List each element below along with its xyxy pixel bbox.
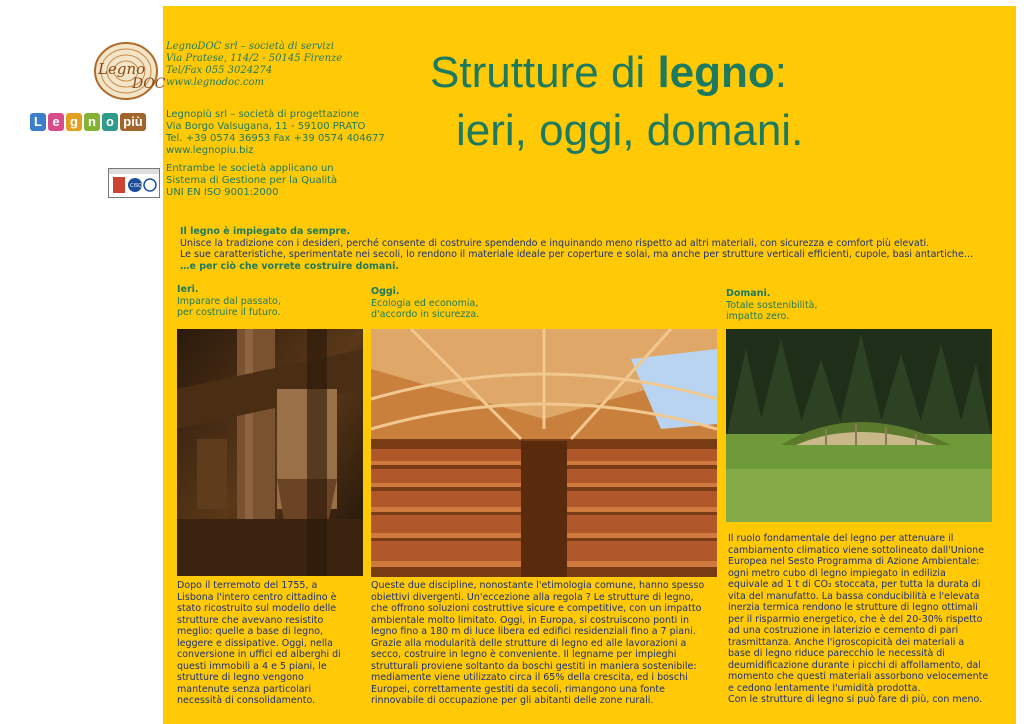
body-line: leggere e dissipative. Oggi, nella <box>177 637 333 649</box>
logo-letter: n <box>84 113 100 131</box>
column-heading-ieri <box>177 284 281 319</box>
quality-line: UNI EN ISO 9001:2000 <box>166 187 279 198</box>
body-line: necessità di consolidamento. <box>177 695 316 706</box>
body-line: che offrono soluzioni costruttive sicure e competitive, con un impatto <box>371 603 702 614</box>
quality-line: Sistema di Gestione per la Qualità <box>166 175 338 186</box>
column-body-oggi <box>371 580 721 707</box>
page-title <box>430 44 1010 160</box>
body-line: per il risparmio energetico, che è del 20-30% rispetto <box>728 613 983 625</box>
svg-text:Legno: Legno <box>98 60 146 78</box>
body-line: deumidificazione durante i picchi di affollamento, dal <box>728 659 981 671</box>
body-line: strutture che avevano resistito <box>177 614 324 626</box>
body-line: ogni metro cubo di legno impiegato in edilizia <box>728 567 946 579</box>
body-line: strutturali proviene soltanto da boschi gestiti in maniera sostenibile: <box>371 660 697 672</box>
body-line: meglio: quelle a base di legno, <box>177 626 324 637</box>
column-body-domani <box>728 533 1010 706</box>
cisq-certification-logo <box>108 168 160 198</box>
body-line: base di legno riduce parecchio le necessità di <box>728 648 945 659</box>
body-line: ambientale molto limitato. Oggi, in Europa, si costruiscono ponti in <box>371 614 690 626</box>
legnodoc-website[interactable]: www.legnodoc.com <box>166 77 264 88</box>
body-line: legno fino a 180 m di luce libera ed edifici residenziali fino a 7 piani. <box>371 626 696 637</box>
body-line: Dopo il terremoto del 1755, a <box>177 580 318 591</box>
legnodoc-line: Tel/Fax 055 3024274 <box>166 65 273 76</box>
legnopiu-line: Via Borgo Valsugana, 11 - 59100 PRATO <box>166 121 366 132</box>
body-line: secco, costruire in legno è conveniente. Il legname per impieghi <box>371 649 677 660</box>
title-part: Strutture di <box>430 48 658 97</box>
photo-green-roof-building <box>726 329 992 522</box>
body-line: Grazie alla modularità delle strutture di legno ed alle lavorazioni a <box>371 637 687 649</box>
column-heading-oggi <box>371 286 479 321</box>
column-subtitle: d'accordo in sicurezza. <box>371 309 480 320</box>
body-line: obiettivi divergenti. Un'eccezione alla regola ? Le strutture di legno, <box>371 591 694 603</box>
column-subtitle: Ecologia ed economia, <box>371 297 479 309</box>
title-line-2: ieri, oggi, domani. <box>456 106 804 155</box>
legnopiu-info <box>166 109 385 157</box>
body-line: Europei, correttamente gestiti da secoli, rimangono una fonte <box>371 683 665 695</box>
body-line: equivale ad 1 t di CO₂ stoccata, per tutta la durata di <box>728 579 981 590</box>
intro-line: Le sue caratteristiche, sperimentate nei secoli, lo rendono il materiale ideale per coperture e solai, ma anche per strutture verticali efficienti, cupole, basi antartiche… <box>180 249 974 260</box>
intro-text <box>180 226 1000 272</box>
body-line: Il ruolo fondamentale del legno per attenuare il <box>728 533 954 544</box>
column-subtitle: per costruire il futuro. <box>177 307 281 318</box>
body-line: Europea nel Sesto Programma di Azione Ambientale: <box>728 556 980 567</box>
title-line-1 <box>430 44 1010 102</box>
body-line: ad una costruzione in laterizio e cemento di pari <box>728 625 959 636</box>
column-title: Oggi. <box>371 286 400 297</box>
intro-closing: …e per ciò che vorrete costruire domani. <box>180 260 399 272</box>
body-line: mantenute senza particolari <box>177 683 312 695</box>
legnopiu-line: Tel. +39 0574 36953 Fax +39 0574 404677 <box>166 133 385 144</box>
quality-line: Entrambe le società applicano un <box>166 163 334 174</box>
logo-letter: g <box>66 113 82 131</box>
logo-letter: o <box>102 113 118 131</box>
quality-statement <box>166 163 337 199</box>
legnodoc-logo <box>92 40 166 102</box>
intro-heading: Il legno è impiegato da sempre. <box>180 226 351 237</box>
body-line: vita del manufatto. La bassa conducibilità e l'elevata <box>728 590 980 602</box>
logo-letter: e <box>48 113 64 131</box>
column-title: Ieri. <box>177 284 199 295</box>
svg-text:DOC: DOC <box>132 76 166 92</box>
logo-letter: L <box>30 113 46 131</box>
legnopiu-logo <box>30 113 158 139</box>
legnopiu-website[interactable]: www.legnopiu.biz <box>166 145 254 156</box>
column-body-ieri <box>177 580 367 707</box>
body-line: Queste due discipline, nonostante l'etimologia comune, hanno spesso <box>371 580 705 591</box>
body-line: momento che questi materiali assorbono velocemente <box>728 671 989 682</box>
legnopiu-line: Legnopiù srl – società di progettazione <box>166 109 360 120</box>
body-line: e cedono lentamente l'umidità prodotta. <box>728 682 921 694</box>
body-line: stato ricostruito sul modello delle <box>177 603 337 614</box>
legnodoc-info <box>166 41 342 89</box>
column-subtitle: impatto zero. <box>726 311 790 322</box>
column-heading-domani <box>726 288 818 323</box>
body-line: cambiamento climatico viene sottolineato dall'Unione <box>728 544 985 556</box>
body-line: Lisbona l'intero centro cittadino è <box>177 591 337 603</box>
column-subtitle: Totale sostenibilità, <box>726 299 818 311</box>
body-line: inerzia termica rendono le strutture di legno ottimali <box>728 602 978 613</box>
title-bold-word: legno <box>657 48 775 97</box>
photo-old-timber-joint <box>177 329 363 576</box>
column-title: Domani. <box>726 288 771 299</box>
body-line: Con le strutture di legno si può fare di più, con meno. <box>728 694 983 705</box>
intro-line: Unisce la tradizione con i desideri, perché consente di costruire spendendo e inquinando meno rispetto ad altri materiali, con sicurezza e comfort più elevati. <box>180 237 930 249</box>
legnodoc-line: Via Pratese, 114/2 - 50145 Firenze <box>166 53 343 64</box>
column-subtitle: Imparare dal passato, <box>177 295 281 307</box>
body-line: questi immobili a 4 e 5 piani, le <box>177 660 327 672</box>
logo-letter: più <box>120 113 146 131</box>
photo-wooden-auditorium <box>371 329 717 577</box>
body-line: rinnovabile di occupazione per gli abitanti delle zone rurali. <box>371 695 654 706</box>
body-line: mediamente viene utilizzato circa il 65% della crescita, ed i boschi <box>371 672 688 683</box>
svg-text:CISQ: CISQ <box>130 183 143 189</box>
body-line: trasmittanza. Anche l'igroscopicità dei materiali a <box>728 636 965 648</box>
title-part: : <box>774 48 787 97</box>
body-line: conversione in uffici ed alberghi di <box>177 649 341 660</box>
legnodoc-line: LegnoDOC srl – società di servizi <box>166 41 334 52</box>
body-line: strutture di legno vengono <box>177 672 304 683</box>
